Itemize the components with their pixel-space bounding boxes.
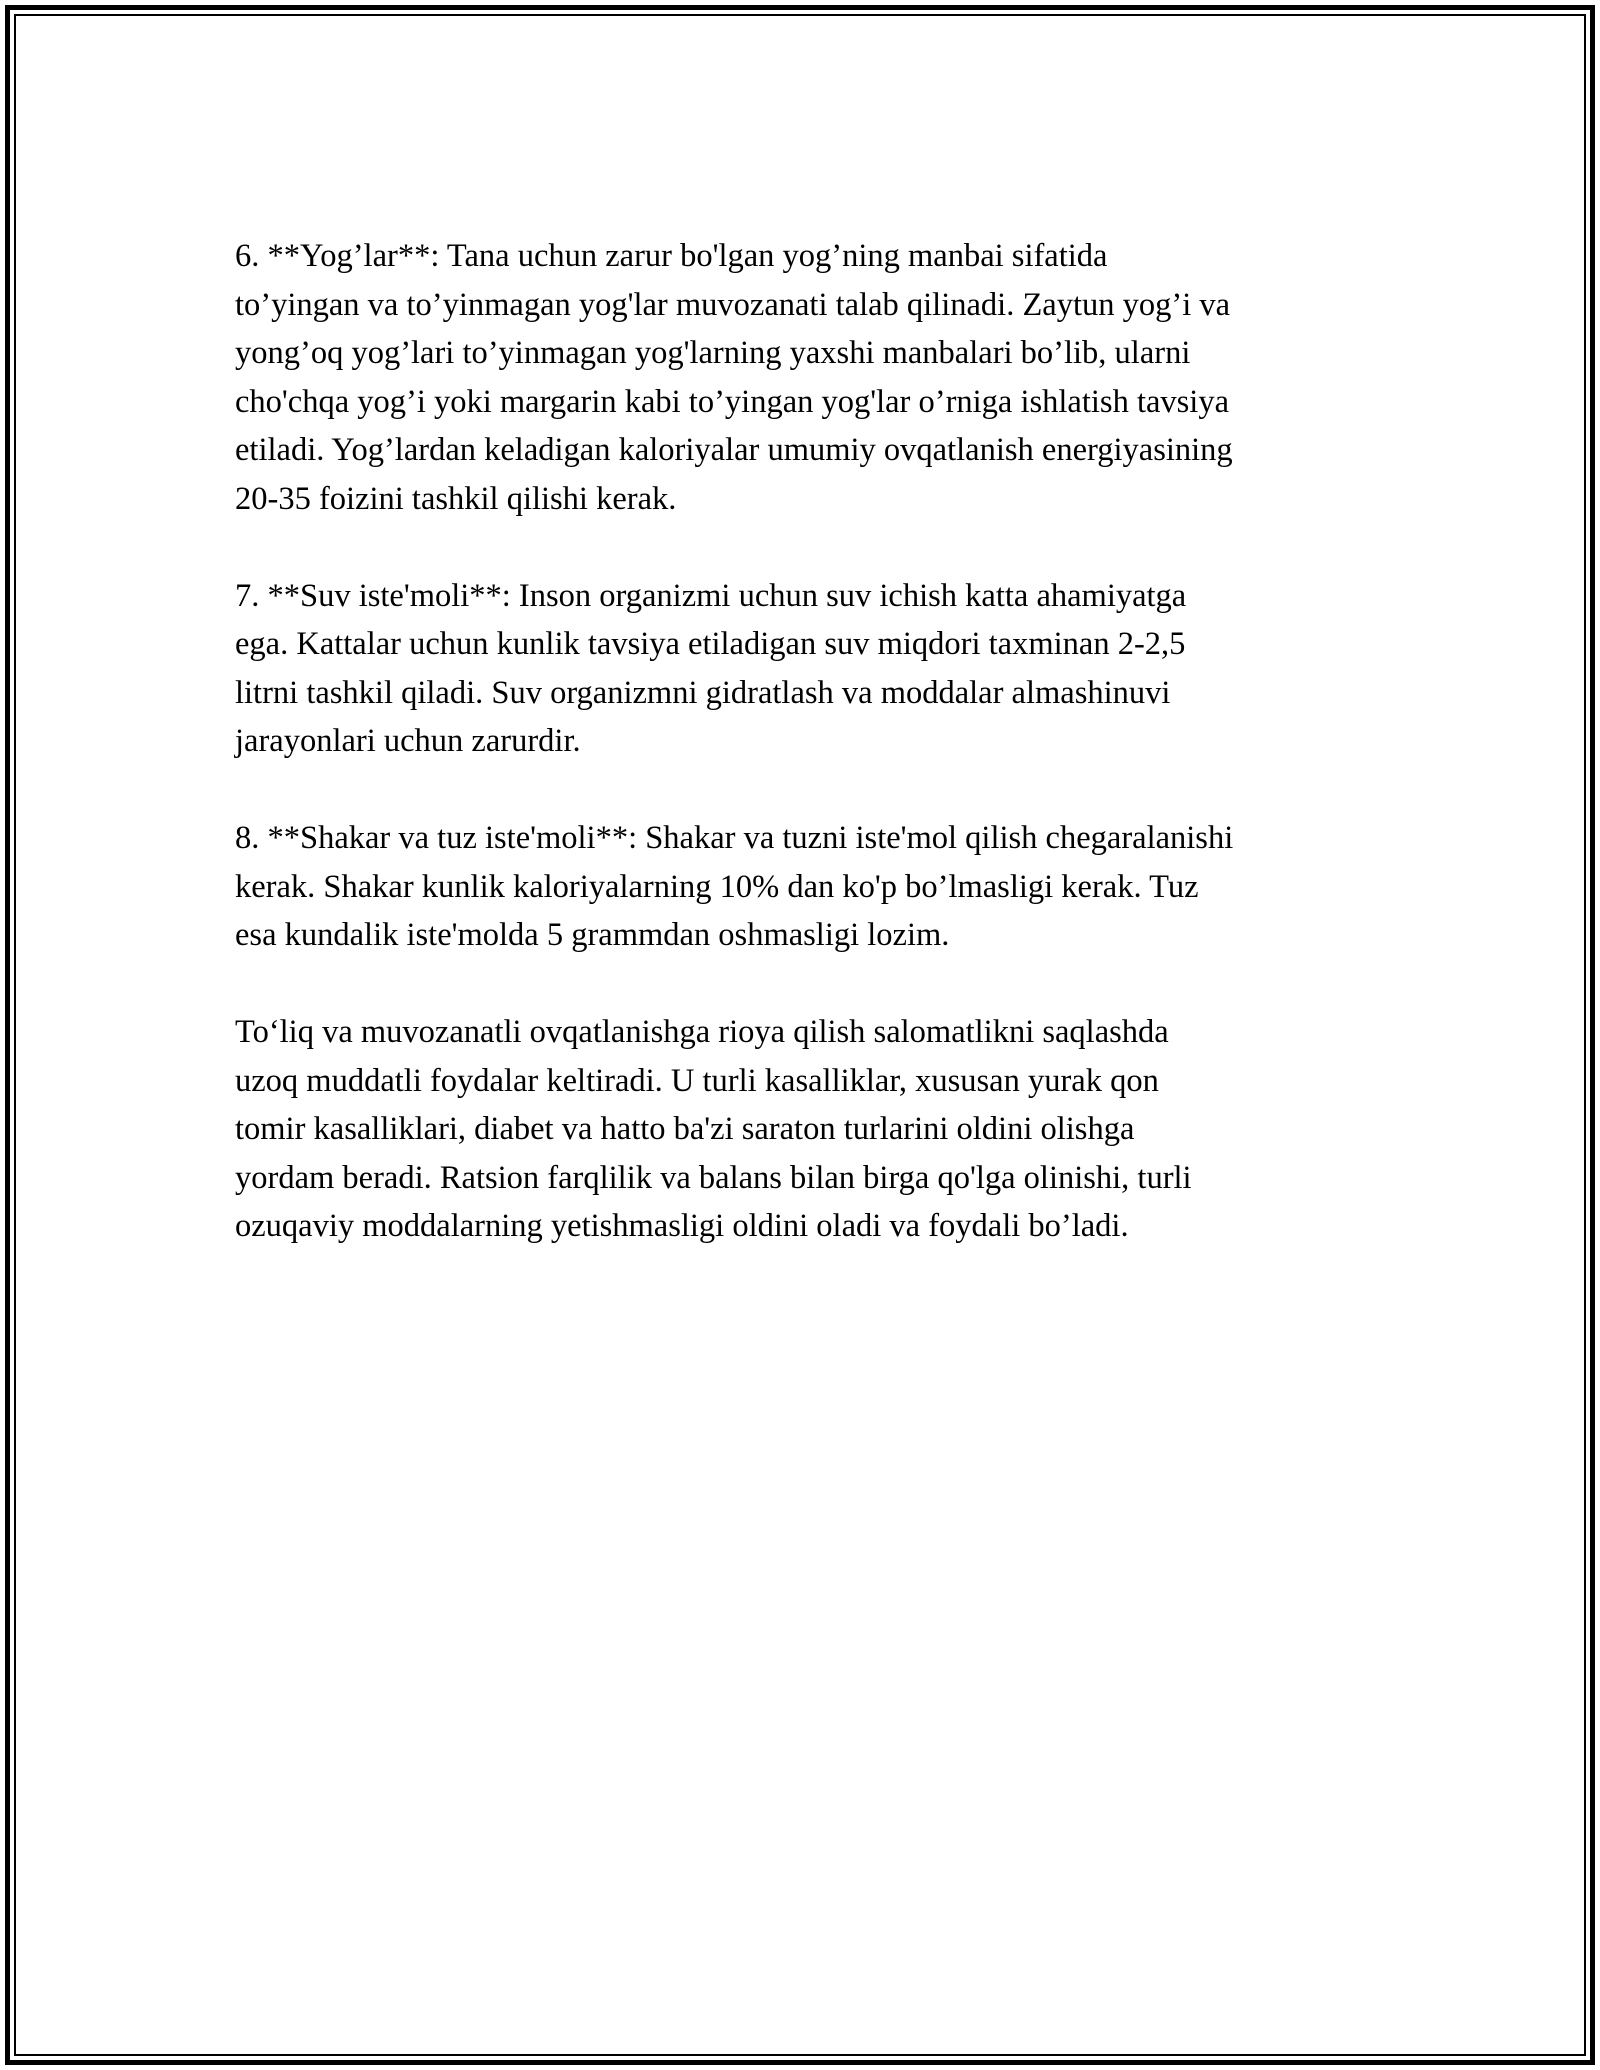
paragraph-fats: 6. **Yog’lar**: Tana uchun zarur bo'lgan yog’ning manbai sifatida to’yingan va to’yinmagan yog'lar muvozanati talab qilinadi. Zaytun yog’i va yong’oq yog’lari to’yinmagan yog'larning yaxshi manbalari bo’lib, ularni cho'chqa yog’i yoki margarin kabi to’yingan yog'lar o’rniga ishlatish tavsiya etiladi. Yog’lardan keladigan kaloriyalar umumiy ovqatlanish energiyasining 20-35 foizini tashkil qilishi kerak. (235, 238, 1233, 517)
paragraph-water-intake: 7. **Suv iste'moli**: Inson organizmi uchun suv ichish katta ahamiyatga ega. Kattalar uchun kunlik tavsiya etiladigan suv miqdori taxminan 2-2,5 litrni tashkil qiladi. Suv organizmni gidratlash va moddalar almashinuvi jarayonlari uchun zarurdir. (235, 577, 1187, 759)
document-body (235, 232, 1385, 1251)
paragraph-conclusion: To‘liq va muvozanatli ovqatlanishga rioya qilish salomatlikni saqlashda uzoq muddatli foydalar keltiradi. U turli kasalliklar, xususan yurak qon tomir kasalliklari, diabet va hatto ba'zi saraton turlarini oldini olishga yordam beradi. Ratsion farqlilik va balans bilan birga qo'lga olinishi, turli ozuqaviy moddalarning yetishmasligi oldini oladi va foydali bo’ladi. (235, 1014, 1192, 1244)
paragraph-sugar-salt-intake: 8. **Shakar va tuz iste'moli**: Shakar va tuzni iste'mol qilish chegaralanishi kerak. Shakar kunlik kaloriyalarning 10% dan ko'p bo’lmasligi kerak. Tuz esa kundalik iste'molda 5 grammdan oshmasligi lozim. (235, 820, 1234, 953)
